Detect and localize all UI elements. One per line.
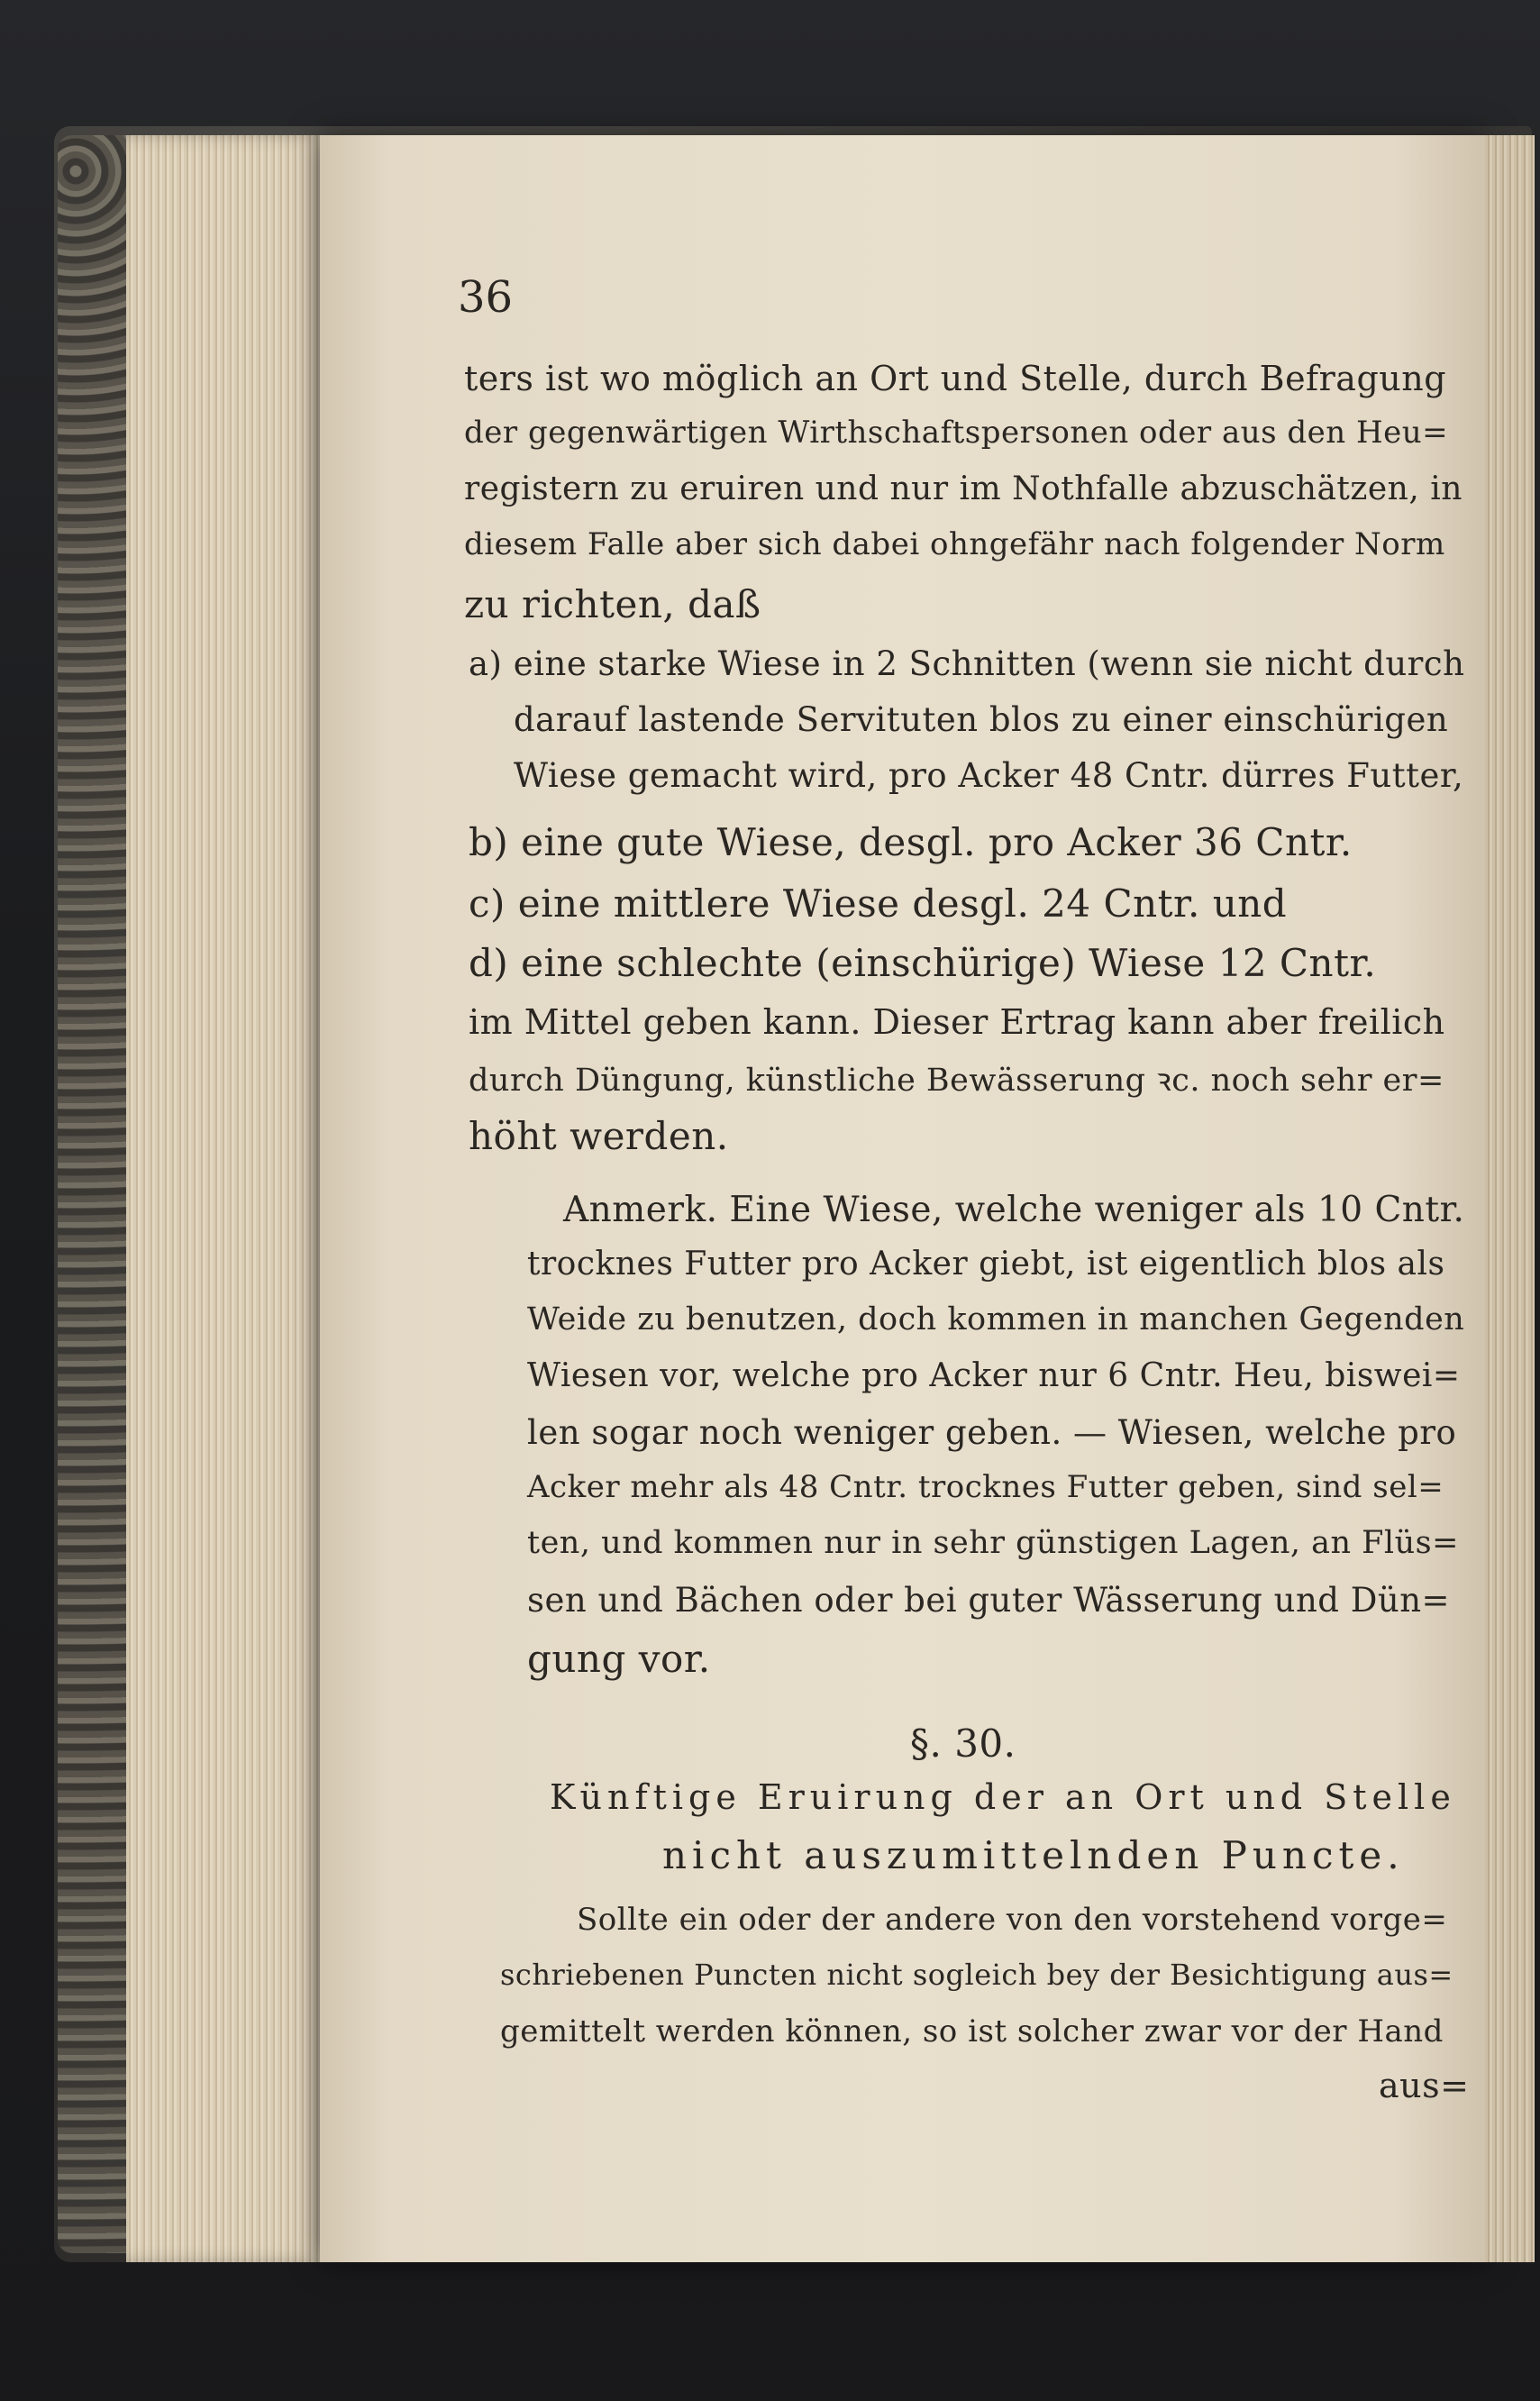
text-line: zu richten, daß <box>464 582 761 626</box>
note-line: trocknes Futter pro Acker giebt, ist eigentlich blos als <box>527 1246 1445 1283</box>
note-line: gung vor. <box>527 1637 711 1681</box>
text-line: durch Düngung, künstliche Bewässerung ꝛc. noch sehr er= <box>469 1063 1444 1099</box>
text-line: höht werden. <box>469 1114 729 1158</box>
list-item: a) eine starke Wiese in 2 Schnitten (wenn sie nicht durch <box>469 644 1465 683</box>
note-line: len sogar noch weniger geben. — Wiesen, welche pro <box>527 1413 1457 1452</box>
note-line: ten, und kommen nur in sehr günstigen Lagen, an Flüs= <box>527 1525 1459 1561</box>
text-line: schriebenen Puncten nicht sogleich bey der Besichtigung aus= <box>500 1958 1453 1992</box>
note-line: Wiesen vor, welche pro Acker nur 6 Cntr. Heu, biswei= <box>527 1357 1461 1394</box>
text-line: der gegenwärtigen Wirthschaftspersonen oder aus den Heu= <box>464 415 1449 451</box>
text-line: registern zu eruiren und nur im Nothfalle abzuschätzen, in <box>464 470 1463 507</box>
note-line: Weide zu benutzen, doch kommen in manchen Gegenden <box>527 1301 1465 1337</box>
catchword: aus= <box>1379 2066 1470 2105</box>
list-item-continuation: Wiese gemacht wird, pro Acker 48 Cntr. dürres Futter, <box>514 756 1464 795</box>
list-item: b) eine gute Wiese, desgl. pro Acker 36 Cntr. <box>469 820 1353 864</box>
list-item: d) eine schlechte (einschürige) Wiese 12 Cntr. <box>469 941 1377 985</box>
text-line: ters ist wo möglich an Ort und Stelle, durch Befragung <box>464 359 1447 398</box>
text-line: diesem Falle aber sich dabei ohngefähr nach folgender Norm <box>464 526 1445 562</box>
text-line: Sollte ein oder der andere von den vorstehend vorge= <box>577 1902 1448 1938</box>
list-item-continuation: darauf lastende Servituten blos zu einer einschürigen <box>514 700 1449 739</box>
section-title-line: Künftige Eruirung der an Ort und Stelle <box>550 1777 1456 1817</box>
note-line: Anmerk. Eine Wiese, welche weniger als 10 Cntr. <box>563 1190 1465 1230</box>
right-page-edges <box>1485 135 1535 2262</box>
text-line: gemittelt werden können, so ist solcher zwar vor der Hand <box>500 2013 1444 2050</box>
section-title-line: nicht auszumittelnden Puncte. <box>662 1833 1405 1877</box>
note-line: sen und Bächen oder bei guter Wässerung und Dün= <box>527 1581 1451 1620</box>
list-item: c) eine mittlere Wiese desgl. 24 Cntr. und <box>469 881 1288 926</box>
left-page-edges <box>126 135 324 2262</box>
text-line: im Mittel geben kann. Dieser Ertrag kann aber freilich <box>469 1002 1445 1042</box>
page-number: 36 <box>458 272 514 323</box>
section-number: §. 30. <box>910 1721 1016 1766</box>
note-line: Acker mehr als 48 Cntr. trocknes Futter geben, sind sel= <box>527 1469 1444 1505</box>
